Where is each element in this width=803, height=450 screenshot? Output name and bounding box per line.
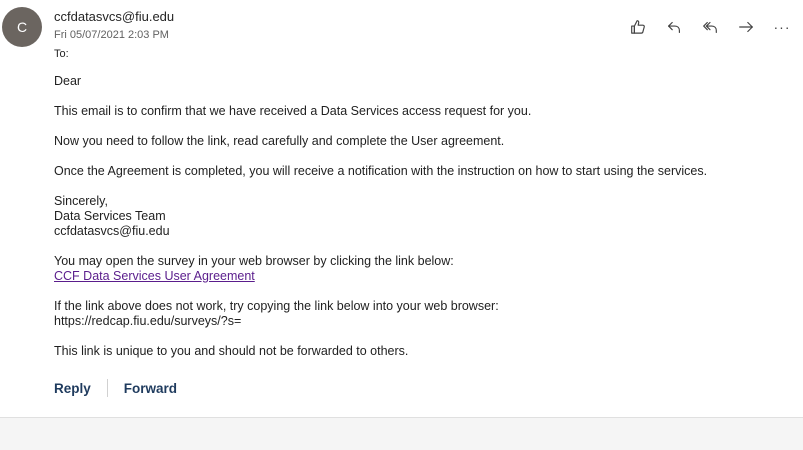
avatar-letter: C — [16, 19, 28, 35]
unique-note: This link is unique to you and should not be forwarded to others. — [54, 344, 409, 358]
team-name: Data Services Team — [54, 209, 166, 223]
forward-icon — [737, 18, 755, 36]
reply-all-icon — [701, 18, 719, 36]
reading-pane-bottom — [0, 417, 803, 450]
copy-intro: If the link above does not work, try copying the link below into your web browser: — [54, 299, 499, 313]
body-paragraph-1: This email is to confirm that we have received a Data Services access request for you. — [54, 104, 532, 118]
reply-button[interactable]: Reply — [54, 380, 91, 396]
like-button[interactable] — [620, 16, 656, 38]
team-email: ccfdatasvcs@fiu.edu — [54, 224, 170, 238]
copy-block — [54, 299, 794, 329]
message-actions — [620, 16, 800, 38]
forward-button[interactable]: Forward — [123, 380, 178, 396]
more-actions-button[interactable] — [764, 16, 800, 38]
reply-icon — [665, 18, 683, 36]
sender-address[interactable]: ccfdatasvcs@fiu.edu — [54, 9, 175, 24]
sent-date: Fri 05/07/2021 2:03 PM — [54, 29, 169, 41]
body-paragraph-2: Now you need to follow the link, read carefully and complete the User agreement. — [54, 134, 505, 148]
survey-block — [54, 254, 794, 284]
footer-actions — [54, 379, 177, 397]
sender-avatar[interactable] — [2, 7, 42, 47]
survey-link[interactable]: CCF Data Services User Agreement — [54, 269, 255, 283]
survey-intro: You may open the survey in your web browser by clicking the link below: — [54, 254, 454, 268]
email-body — [54, 74, 794, 374]
forward-action-button[interactable] — [728, 16, 764, 38]
sign-off: Sincerely, — [54, 194, 108, 208]
body-paragraph-3: Once the Agreement is completed, you will receive a notification with the instruction on how to start using the services. — [54, 164, 708, 178]
more-icon: ··· — [773, 19, 791, 35]
survey-url: https://redcap.fiu.edu/surveys/?s= — [54, 314, 242, 328]
like-icon — [629, 18, 647, 36]
footer-divider — [107, 379, 108, 397]
signature — [54, 194, 794, 239]
greeting: Dear — [54, 74, 82, 88]
reply-action-button[interactable] — [656, 16, 692, 38]
reply-all-button[interactable] — [692, 16, 728, 38]
to-label: To: — [54, 48, 69, 60]
